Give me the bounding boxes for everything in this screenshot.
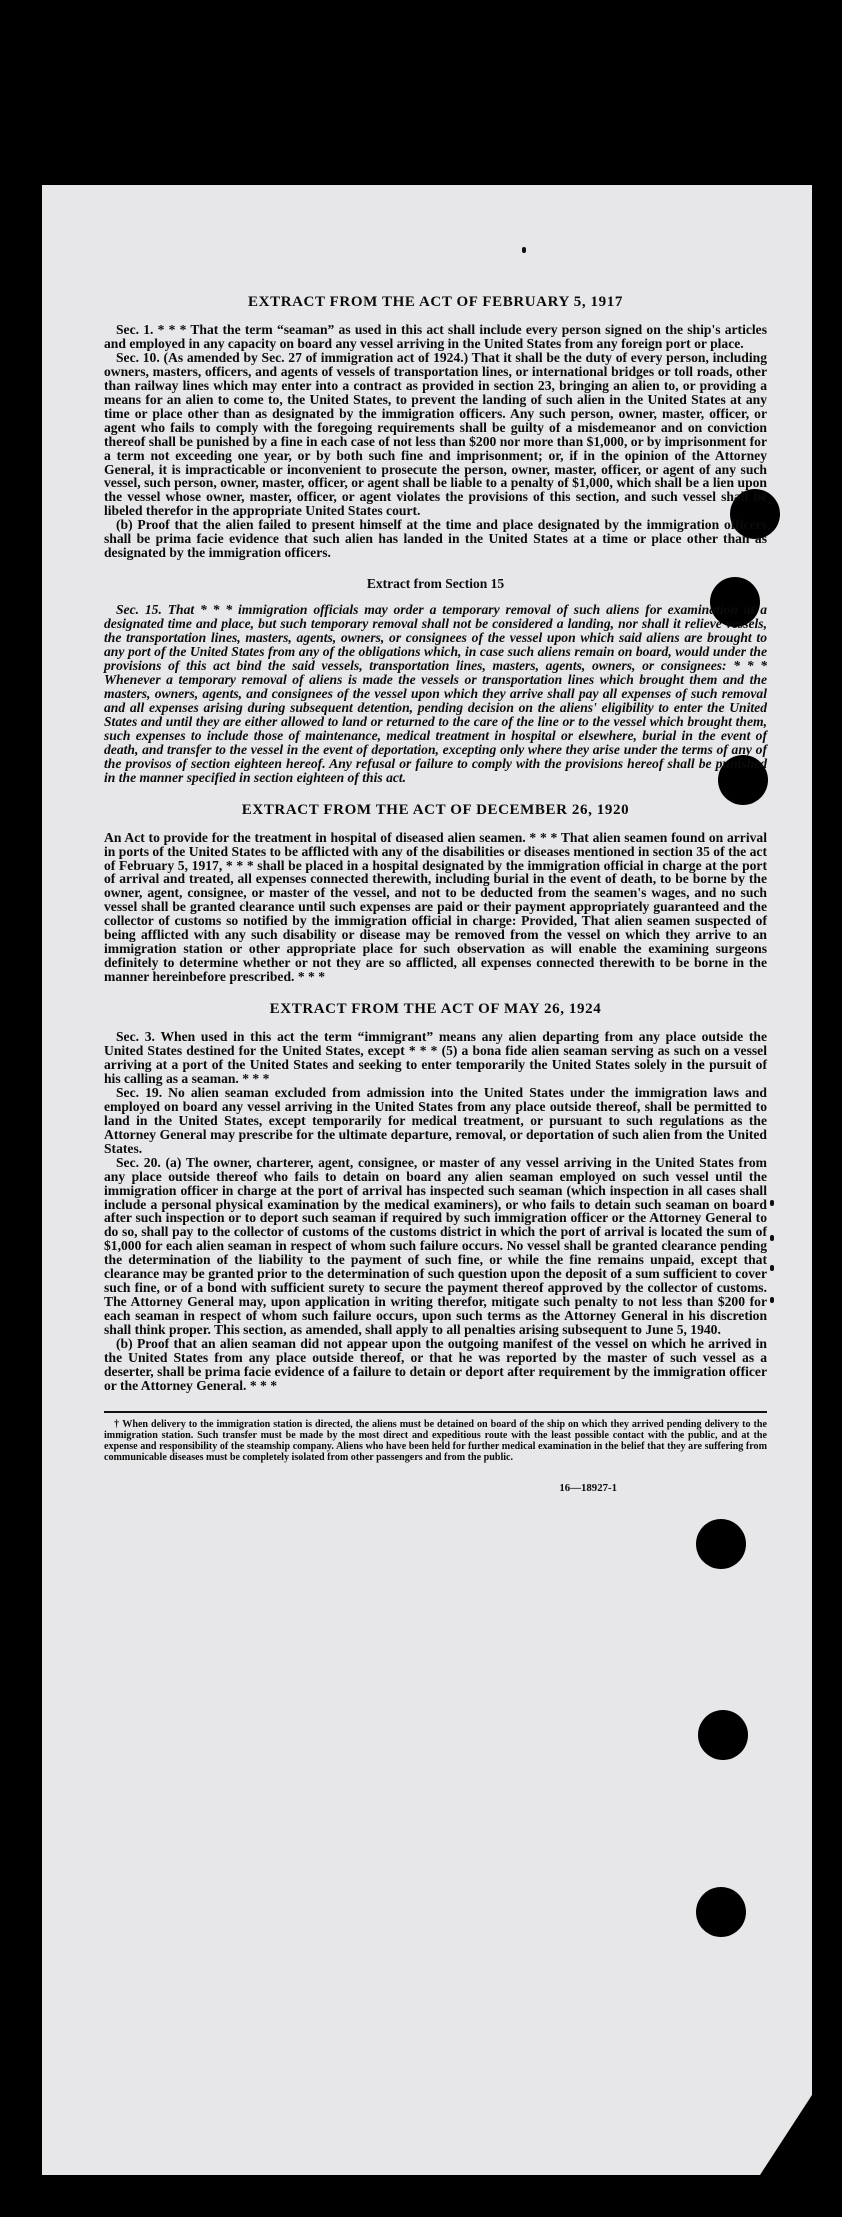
form-number: 16—18927-1 [559, 1481, 617, 1494]
paragraph: An Act to provide for the treatment in hospital of diseased alien seamen. * * * That alien seamen found on arrival in ports of the United States to be afflicted with any of the disabilities or diseases mentioned in section 35 of the act of February 5, 1917, * * * shall be placed in a hospital designated by the immigration official in charge at the port of arrival and treated, all expenses connected therewith, including burial in the event of death, to be borne by the owner, agent, consignee, or master of the vessel, and not to be deducted from the seamen's wages, and no such vessel shall be granted clearance until such expenses are paid or their payment appropriately guaranteed and the collector of customs so notified by the immigration official in charge: Provided, That alien seamen suspected of being afflicted with any such disability or disease may be removed from the vessel on which they arrive to an immigration station or other appropriate place for such observation as will enable the examining surgeons definitely to determine whether or not they are so afflicted, all expenses connected therewith to be borne in the manner hereinbefore prescribed. * * * [104, 829, 767, 985]
speck-mark [770, 1265, 774, 1271]
footnote: † When delivery to the immigration station is directed, the aliens must be detained on board of the ship on which they arrived pending delivery to the immigration station. Such transfer must be made by the most direct and expeditious route with the least possible contact with the public, and at the expense and responsibility of the steamship company. Aliens who have been held for further medical examination in the belief that they are suffering from communicable diseases must be completely isolated from other passengers and from the public. [104, 1418, 767, 1464]
section-title-1917: EXTRACT FROM THE ACT OF FEBRUARY 5, 1917 [248, 294, 623, 310]
punch-hole [696, 1887, 746, 1937]
paragraph: (b) Proof that an alien seaman did not appear upon the outgoing manifest of the vessel on which he arrived in the United States from any place outside thereof, or that he was reported by the master of such vessel as a deserter, shall be prima facie evidence of a failure to detain or deport after requirement by the immigration officer or the Attorney General. * * * [104, 1336, 767, 1393]
clipped-corner [760, 2095, 812, 2175]
paragraph: Sec. 3. When used in this act the term “immigrant” means any alien departing from any place outside the United States destined for the United States, except * * * (5) a bona fide alien seaman serving as such on a vessel arriving at a port of the United States and seeking to enter temporarily the United States solely in the pursuit of his calling as a seaman. * * * [104, 1029, 767, 1086]
footnote-divider [104, 1411, 767, 1413]
section-title-1920: EXTRACT FROM THE ACT OF DECEMBER 26, 1920 [241, 801, 630, 818]
paragraph: Sec. 1. * * * That the term “seaman” as used in this act shall include every person signed on the ship's articles and employed in any capacity on board any vessel arriving in the United States from any foreign port or place. [104, 322, 767, 351]
punch-hole [698, 1710, 748, 1760]
paragraph: Sec. 20. (a) The owner, charterer, agent, consignee, or master of any vessel arriving in the United States from any place outside thereof who fails to detain on board any alien seaman employed on such vessel until the immigration officer in charge at the port of arrival has inspected such seaman (which inspection in all cases shall include a personal physical examination by the medical examiners), or who fails to detain such seaman on board after such inspection or to deport such seaman if required by such immigration officer or the Attorney General to do so, shall pay to the collector of customs of the customs district in which the port of arrival is located the sum of $1,000 for each alien seaman in respect of whom such failure occurs. No vessel shall be granted clearance pending the determination of the liability to the payment of such fine, or while the fine remains unpaid, except that clearance may be granted prior to the determination of such question upon the deposit of a sum sufficient to cover such fine, or of a bond with sufficient surety to secure the payment thereof approved by the collector of customs. The Attorney General may, upon application in writing therefor, mitigate such penalty to not less than $200 for each seaman in respect of whom such failure occurs, upon such terms as the Attorney General in his discretion shall think proper. This section, as amended, shall apply to all penalties arising subsequent to June 5, 1940. [104, 1154, 767, 1338]
paragraph: Sec. 19. No alien seaman excluded from admission into the United States under the immigration laws and employed on board any vessel arriving in the United States from any place outside thereof, shall be permitted to land in the United States, except temporarily for medical treatment, or pursuant to such regulations as the Attorney General may prescribe for the ultimate departure, removal, or deportation of such alien from the United States. [104, 1084, 767, 1156]
section-title-section15: Extract from Section 15 [366, 576, 505, 592]
document-text [104, 294, 767, 1494]
speck-mark [770, 1200, 774, 1206]
punch-hole [696, 1519, 746, 1569]
speck-mark [770, 1297, 774, 1303]
speck-mark [770, 1235, 774, 1241]
paragraph: (b) Proof that the alien failed to present himself at the time and place designated by the immigration officers shall be prima facie evidence that such alien has landed in the United States at a time or place other than as designated by the immigration officers. [104, 517, 767, 561]
section-title-1924: EXTRACT FROM THE ACT OF MAY 26, 1924 [269, 1001, 602, 1018]
speck-mark [522, 247, 526, 253]
paragraph: Sec. 10. (As amended by Sec. 27 of immigration act of 1924.) That it shall be the duty of every person, including owners, masters, officers, and agents of vessels of transportation lines, or international bridges or toll roads, other than railway lines which may enter into a contract as provided in section 23, bringing an alien to, or providing a means for an alien to come to, the United States, to prevent the landing of such alien in the United States at any time or place other than as designated by the immigration officers. Any such person, owner, master, officer, or agent who fails to comply with the foregoing requirements shall be guilty of a misdemeanor and on conviction thereof shall be punished by a fine in each case of not less than $200 nor more than $1,000, or by imprisonment for a term not exceeding one year, or by both such fine and imprisonment; or, if in the opinion of the Attorney General, it is impracticable or inconvenient to prosecute the person, owner, master, officer, or agent of any such vessel, such person, owner, master, officer, or agent shall be liable to a penalty of $1,000, which shall be a lien upon the vessel whose owner, master, officer, or agent violates the provisions of this section, and such vessel shall be libeled therefor in the appropriate United States court. [104, 349, 767, 519]
document-page [42, 185, 812, 2175]
paragraph: Sec. 15. That * * * immigration officials may order a temporary removal of such aliens for examination at a designated time and place, but such temporary removal shall not be considered a landing, nor shall it relieve vessels, the transportation lines, masters, agents, owners, or consignees of the vessel upon which said aliens are brought to any port of the United States from any of the obligations which, in case such aliens remain on board, would under the provisions of this act bind the said vessels, transportation lines, masters, agents, owners, or consignees: * * * Whenever a temporary removal of aliens is made the vessels or transportation lines which brought them and the masters, owners, agents, and consignees of the vessel upon which they arrive shall pay all expenses of such removal and all expenses arising during subsequent detention, pending decision on the aliens' eligibility to enter the United States and until they are either allowed to land or returned to the care of the line or to the vessel which brought them, such expenses to include those of maintenance, medical treatment in hospital or elsewhere, burial in the event of death, and transfer to the vessel in the event of deportation, excepting only where they arise under the terms of any of the provisos of section eighteen hereof. Any refusal or failure to comply with the provisions hereof shall be punished in the manner specified in section eighteen of this act. [104, 602, 767, 785]
